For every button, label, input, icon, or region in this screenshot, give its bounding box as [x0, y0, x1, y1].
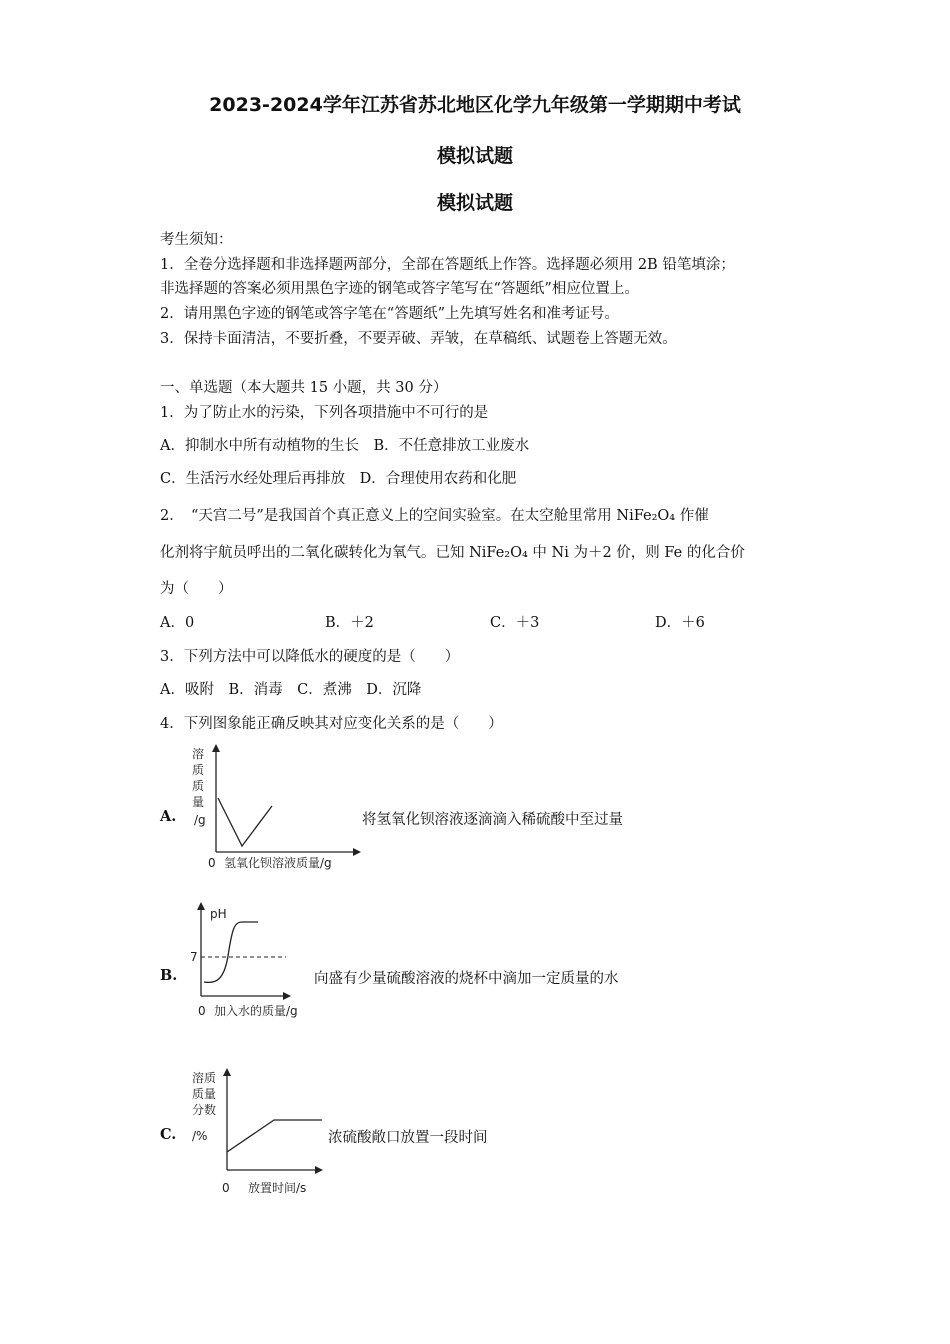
graph-a-curve: [218, 798, 272, 846]
q4-graph-b: [186, 900, 316, 1025]
graph-c-ylabel-2: 质量: [192, 1087, 217, 1101]
q4-graph-c: [186, 1066, 336, 1201]
graph-c-xlabel: 放置时间/s: [248, 1181, 307, 1195]
q4-option-a-text: 将氢氧化钡溶液逐滴滴入稀硫酸中至过量: [362, 812, 623, 828]
graph-a-ylabel-2: 质: [192, 763, 205, 777]
q2-stem-line3: 为（ ）: [160, 581, 233, 597]
graph-a-y-arrow: [212, 744, 220, 752]
graph-b-ylabel: pH: [210, 907, 227, 921]
q2-stem-line2: 化剂将宇航员呼出的二氧化碳转化为氧气。已知 NiFe₂O₄ 中 Ni 为＋2 价，则 Fe 的化合价: [160, 545, 745, 561]
notice-item-3: 3．保持卡面清洁，不要折叠，不要弄破、弄皱，在草稿纸、试题卷上答题无效。: [160, 331, 677, 347]
q1-options-row2: C．生活污水经处理后再排放 D．合理使用农药和化肥: [160, 471, 517, 487]
q2-option-b: B．＋2: [325, 615, 374, 631]
q2-stem-line1: 2． “天宫二号”是我国首个真正意义上的空间实验室。在太空舱里常用 NiFe₂O₄ 作催: [160, 508, 709, 524]
graph-b-xlabel: 加入水的质量/g: [214, 1004, 298, 1018]
section-heading: 一、单选题（本大题共 15 小题，共 30 分）: [160, 380, 448, 396]
graph-a-ylabel-1: 溶: [192, 747, 205, 761]
q4-option-b-label: B.: [160, 967, 178, 984]
graph-b-ref-label: 7: [190, 950, 198, 964]
notice-item-2: 2．请用黑色字迹的钢笔或答字笔在“答题纸”上先填写姓名和准考证号。: [160, 306, 620, 322]
graph-a-origin: 0: [208, 856, 216, 870]
graph-a-ylabel-5: /g: [194, 813, 206, 827]
graph-c-curve: [227, 1120, 322, 1152]
q3-stem: 3．下列方法中可以降低水的硬度的是（ ）: [160, 649, 460, 665]
q4-option-c-label: C.: [160, 1126, 177, 1143]
q3-options: A．吸附 B．消毒 C．煮沸 D．沉降: [160, 682, 422, 698]
notice-item-1: 1．全卷分选择题和非选择题两部分，全部在答题纸上作答。选择题必须用 2B 铅笔填涂；: [160, 257, 735, 273]
q4-option-c-text: 浓硫酸敞口放置一段时间: [328, 1130, 488, 1146]
graph-b-curve: [204, 922, 258, 982]
q1-options-row1: A．抑制水中所有动植物的生长 B．不任意排放工业废水: [160, 438, 530, 454]
q4-option-b-text: 向盛有少量硫酸溶液的烧杯中滴加一定质量的水: [314, 971, 619, 987]
q4-stem: 4．下列图象能正确反映其对应变化关系的是（ ）: [160, 716, 503, 732]
q2-option-d: D．＋6: [655, 615, 705, 631]
graph-a-ylabel-4: 量: [192, 795, 205, 809]
graph-c-ylabel-4: /%: [192, 1129, 208, 1143]
graph-c-x-arrow: [315, 1166, 323, 1174]
graph-a-xlabel: 氢氧化钡溶液质量/g: [224, 856, 332, 870]
graph-b-y-arrow: [197, 902, 205, 910]
q4-graph-a: [180, 742, 370, 877]
page-subtitle-1: 模拟试题: [436, 145, 513, 167]
graph-c-y-arrow: [223, 1068, 231, 1076]
notice-heading: 考生须知：: [160, 232, 233, 248]
graph-a-x-arrow: [353, 848, 361, 856]
page-title: 2023-2024学年江苏省苏北地区化学九年级第一学期期中考试: [209, 94, 741, 116]
graph-a-ylabel-3: 质: [192, 779, 205, 793]
q1-stem: 1．为了防止水的污染，下列各项措施中不可行的是: [160, 405, 489, 421]
graph-b-x-arrow: [283, 992, 291, 1000]
q2-option-a: A．0: [160, 615, 195, 631]
page-subtitle-2: 模拟试题: [436, 192, 513, 214]
graph-b-origin: 0: [198, 1004, 206, 1018]
notice-item-1-cont: 非选择题的答案必须用黑色字迹的钢笔或答字笔写在“答题纸”相应位置上。: [160, 281, 639, 297]
graph-c-ylabel-3: 分数: [192, 1103, 217, 1117]
q2-option-c: C．＋3: [490, 615, 540, 631]
graph-c-origin: 0: [222, 1181, 230, 1195]
q4-option-a-label: A.: [160, 808, 177, 825]
graph-c-ylabel-1: 溶质: [192, 1071, 217, 1085]
